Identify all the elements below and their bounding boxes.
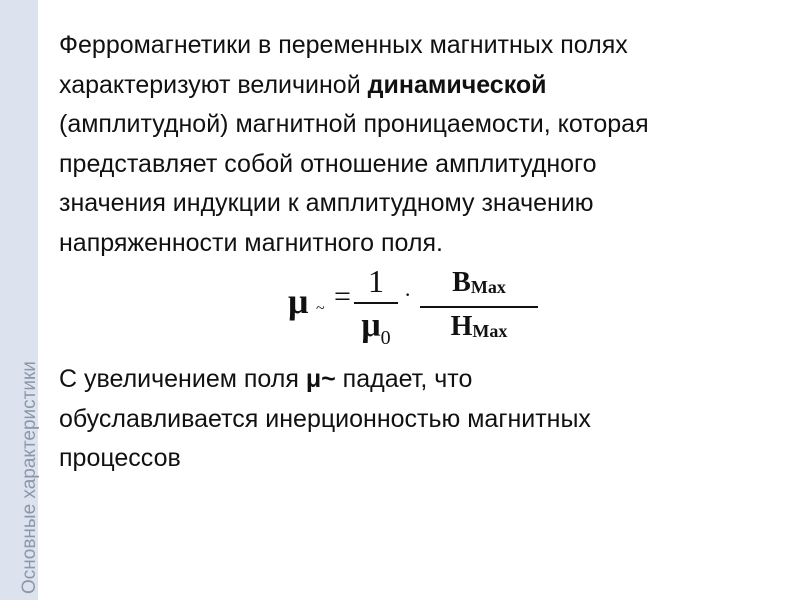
sidebar-title: Основные характеристики bbox=[19, 361, 40, 594]
formula-mu-subscript: ~ bbox=[316, 300, 325, 317]
fraction-numerator bbox=[420, 266, 538, 304]
text-span: С увеличением поля bbox=[59, 365, 306, 393]
formula-dot: · bbox=[404, 282, 412, 307]
paragraph-definition bbox=[59, 26, 794, 263]
fraction-denominator bbox=[420, 310, 538, 348]
h-subscript: Max bbox=[472, 321, 508, 341]
paragraph-conclusion bbox=[59, 360, 794, 479]
bold-term: μ~ bbox=[305, 365, 336, 393]
h-symbol: H bbox=[450, 311, 473, 342]
fraction-one-over-mu0 bbox=[354, 262, 398, 358]
fraction-bar bbox=[420, 306, 538, 308]
formula-equals: = bbox=[334, 280, 351, 313]
text-line: представляет собой отношение амплитудного bbox=[59, 149, 597, 178]
text-line: процессов bbox=[59, 444, 181, 472]
text-span: характеризуют величиной bbox=[59, 70, 368, 99]
text-line: напряженности магнитного поля. bbox=[59, 228, 443, 257]
b-symbol: B bbox=[452, 267, 471, 298]
sidebar bbox=[0, 0, 38, 600]
slide-content bbox=[59, 26, 794, 263]
text-line: обуславливается инерционностью магнитных bbox=[59, 404, 591, 433]
fraction-numerator: 1 bbox=[368, 263, 384, 299]
text-line: (амплитудной) магнитной проницаемости, которая bbox=[59, 110, 649, 138]
paragraph-conclusion-wrap bbox=[59, 360, 794, 479]
bold-term: динамической bbox=[367, 70, 547, 99]
mu-subscript: 0 bbox=[380, 326, 391, 349]
fraction-bar bbox=[354, 302, 398, 304]
text-span: падает, что bbox=[335, 365, 473, 393]
formula-mu: μ bbox=[288, 281, 309, 321]
b-subscript: Max bbox=[470, 277, 506, 297]
fraction-b-over-h bbox=[420, 266, 538, 348]
text-line bbox=[59, 360, 794, 400]
text-line: Ферромагнетики в переменных магнитных полях bbox=[59, 31, 628, 59]
mu-symbol: μ bbox=[361, 307, 381, 344]
text-line bbox=[59, 66, 794, 106]
text-line: значения индукции к амплитудному значению bbox=[59, 189, 594, 217]
fraction-denominator bbox=[354, 306, 398, 358]
